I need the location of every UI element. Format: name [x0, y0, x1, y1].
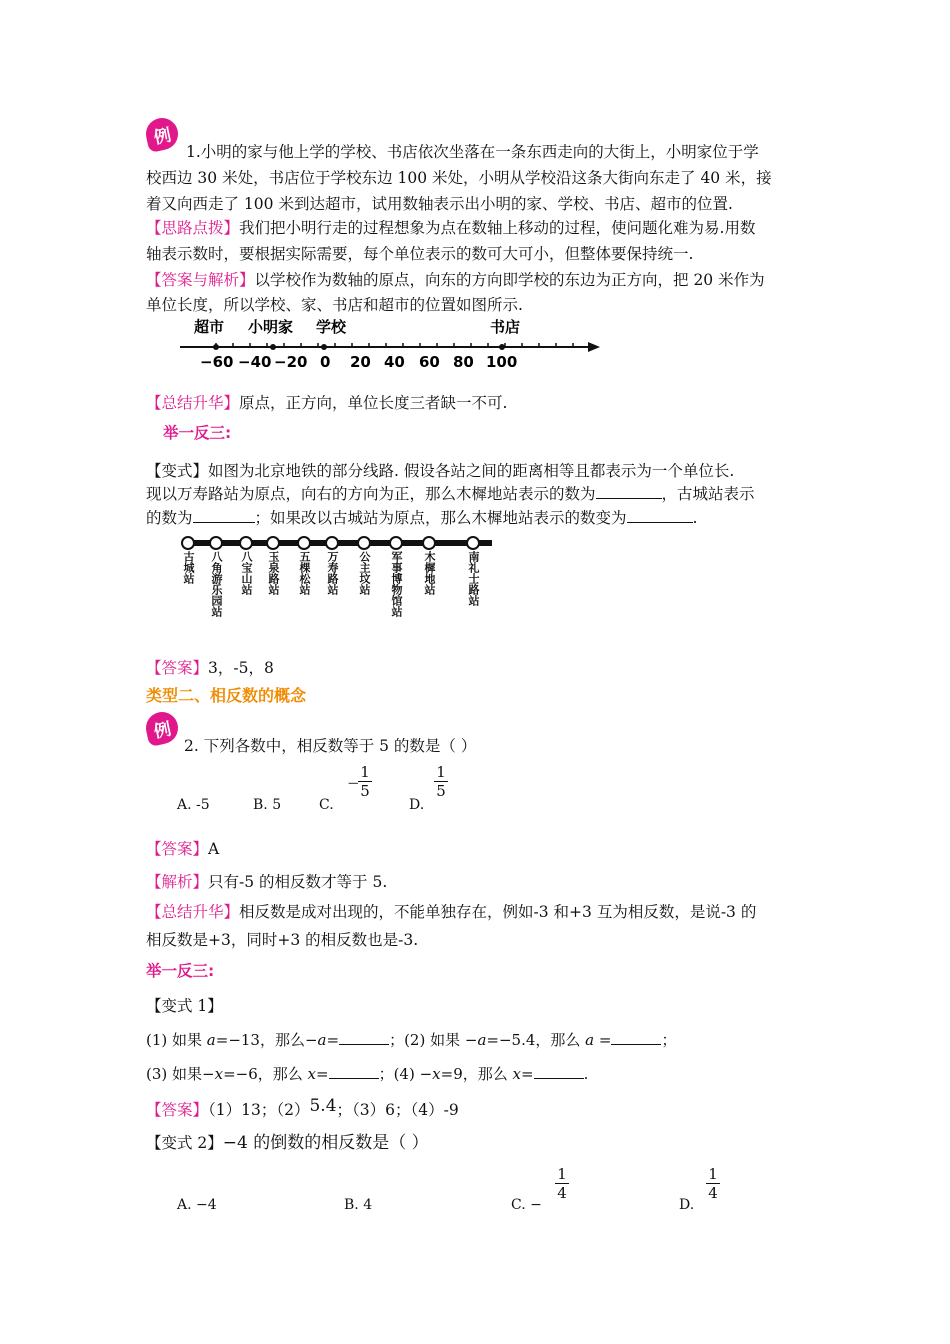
variant2-option-c: C. − — [511, 1197, 542, 1213]
variant-text-2: 现以万寿路站为原点，向右的方向为正，那么木樨地站表示的数为 — [146, 485, 596, 503]
blank-3[interactable] — [627, 522, 693, 523]
hint-text-1: 我们把小明行走的过程想象为点在数轴上移动的过程，使问题化难为易.用数 — [239, 219, 756, 237]
blank-q1[interactable] — [339, 1044, 389, 1045]
frac-d-num: 1 — [436, 763, 446, 781]
variant1-q2 — [146, 1064, 588, 1084]
var-a: a — [317, 1031, 327, 1049]
station-6 — [357, 536, 371, 595]
station-label: 古城站 — [182, 551, 195, 584]
station-circle — [422, 536, 436, 550]
variant-text-1: 如图为北京地铁的部分线路. 假设各站之间的距离相等且都表示为一个单位长. — [208, 462, 735, 480]
station-circle — [266, 536, 280, 550]
tick-label-m40: −40 — [238, 353, 272, 371]
point-supermarket — [213, 344, 219, 350]
q1-part: ； — [661, 1031, 677, 1049]
axis-arrow — [588, 342, 600, 352]
q1-part: (1) 如果 — [146, 1031, 207, 1049]
v2-frac-d-den: 4 — [708, 1184, 718, 1202]
variant-line-3 — [146, 508, 697, 528]
example2-frac-d — [434, 764, 448, 799]
q2-part: = — [520, 1065, 534, 1083]
tick-label-60: 60 — [419, 353, 440, 371]
example2-option-a: A. -5 — [177, 797, 210, 813]
blank-q4[interactable] — [534, 1078, 584, 1079]
q2-part: (3) 如果− — [146, 1065, 215, 1083]
q2-part: . — [583, 1065, 589, 1083]
example2-answer — [146, 839, 219, 859]
hint-line-1 — [146, 218, 755, 238]
station-label: 玉泉路站 — [267, 551, 280, 595]
practice2-answer — [146, 1096, 459, 1120]
v2-frac-d-num: 1 — [708, 1165, 718, 1183]
example2-frac-c — [358, 764, 372, 799]
example1-line-3: 着又向西走了 100 米到达超市，试用数轴表示出小明的家、学校、书店、超市的位置. — [146, 195, 733, 213]
practice1-answer — [146, 658, 274, 678]
station-circle — [209, 536, 223, 550]
variant2-question: −4 的倒数的相反数是（ ） — [222, 1133, 429, 1153]
tick-label-40: 40 — [384, 353, 405, 371]
answer-part: ；（3）6；（4）-9 — [336, 1101, 459, 1119]
example2-analysis-text: 只有-5 的相反数才等于 5. — [208, 873, 388, 891]
variant-tag: 【变式】 — [146, 462, 209, 480]
practice1-answer-text: 3，-5，8 — [208, 659, 274, 677]
station-label: 八宝山站 — [240, 551, 253, 595]
station-label: 木樨地站 — [423, 551, 436, 595]
var-a: a — [206, 1031, 216, 1049]
answer-text-1: 以学校作为数轴的原点，向东的方向即学校的东边为正方向，把 20 米作为 — [254, 271, 765, 289]
example2-question: 2. 下列各数中，相反数等于 5 的数是（ ） — [184, 737, 477, 755]
tick-label-m20: −20 — [274, 353, 308, 371]
frac-c-den: 5 — [360, 782, 370, 800]
station-3 — [266, 536, 280, 595]
example2-analysis — [146, 872, 387, 892]
example1-line-1: 1.小明的家与他上学的学校、书店依次坐落在一条东西走向的大街上，小明家位于学 — [186, 143, 759, 161]
tick-label-20: 20 — [350, 353, 371, 371]
station-circle — [389, 536, 403, 550]
answer-tag: 【答案与解析】 — [146, 271, 255, 289]
example1-line-2: 校西边 30 米处，书店位于学校东边 100 米处，小明从学校沿这条大街向东走了 40 米，接 — [146, 169, 772, 187]
example2-badge: 例 — [143, 709, 181, 747]
station-label: 八角游乐园站 — [210, 551, 223, 617]
v2-frac-c-num: 1 — [557, 1165, 567, 1183]
station-circle — [357, 536, 371, 550]
example2-analysis-tag: 【解析】 — [146, 873, 209, 891]
v2-frac-c-den: 4 — [557, 1184, 567, 1202]
practice2-answer-tag: 【答案】 — [146, 1101, 209, 1119]
type2-heading: 类型二、相反数的概念 — [146, 686, 307, 705]
example-badge: 例 — [143, 115, 181, 153]
example2-summary-text-1: 相反数是成对出现的，不能单独存在，例如-3 和+3 互为相反数，是说-3 的 — [239, 903, 757, 921]
answer-54: 5.4 — [309, 1096, 337, 1116]
example2-option-b: B. 5 — [253, 797, 282, 813]
blank-q2[interactable] — [611, 1044, 661, 1045]
example2-answer-tag: 【答案】 — [146, 840, 209, 858]
station-label: 公主坟站 — [358, 551, 371, 595]
answer-line-2: 单位长度，所以学校、家、书店和超市的位置如图所示. — [146, 296, 523, 314]
example2-summary-tag: 【总结升华】 — [146, 903, 240, 921]
q2-part: = — [315, 1065, 329, 1083]
point-school — [321, 344, 327, 350]
var-x: x — [214, 1065, 224, 1083]
variant-line-1 — [146, 461, 734, 481]
place-home: 小明家 — [248, 318, 294, 336]
variant-text-3: ，古城站表示 — [661, 485, 755, 503]
example2-summary-2: 相反数是+3，同时+3 的相反数也是-3. — [146, 931, 419, 949]
station-circle — [466, 536, 480, 550]
tick-label-80: 80 — [453, 353, 474, 371]
blank-1[interactable] — [596, 498, 662, 499]
variant-text-4: 的数为 — [146, 509, 193, 527]
variant2-option-b: B. 4 — [344, 1197, 373, 1213]
frac-d-den: 5 — [436, 782, 446, 800]
station-8 — [422, 536, 436, 595]
variant2-frac-c — [555, 1166, 569, 1201]
q2-part: =9，那么 — [440, 1065, 513, 1083]
var-x: x — [307, 1065, 316, 1083]
summary-tag: 【总结升华】 — [146, 394, 240, 412]
station-label: 万寿路站 — [326, 551, 339, 595]
frac-c-sign: − — [347, 774, 360, 792]
number-line-figure — [176, 316, 606, 372]
station-1 — [209, 536, 223, 617]
example2-option-d: D. — [409, 797, 425, 813]
q1-part: = — [594, 1031, 612, 1049]
station-circle — [297, 536, 311, 550]
blank-2[interactable] — [193, 522, 255, 523]
station-circle — [181, 536, 195, 550]
summary-line-1 — [146, 393, 507, 413]
q1-part: =−5.4，那么 — [486, 1031, 586, 1049]
station-4 — [297, 536, 311, 595]
var-a: a — [585, 1031, 595, 1049]
place-supermarket: 超市 — [194, 318, 225, 336]
variant-line-2 — [146, 484, 755, 504]
blank-q3[interactable] — [329, 1078, 379, 1079]
variant2-option-a: A. −4 — [177, 1197, 217, 1213]
station-5 — [325, 536, 339, 595]
variant2-line — [146, 1133, 429, 1153]
example2-option-c: C. — [319, 797, 334, 813]
q2-part: ；(4) − — [378, 1065, 433, 1083]
practice2-heading: 举一反三: — [146, 962, 215, 980]
q2-part: =−6，那么 — [223, 1065, 308, 1083]
variant2-tag: 【变式 2】 — [146, 1134, 223, 1152]
station-circle — [239, 536, 253, 550]
q1-part: = — [326, 1031, 340, 1049]
var-x: x — [512, 1065, 521, 1083]
var-a: a — [477, 1031, 487, 1049]
practice1-heading: 举一反三: — [163, 424, 232, 442]
station-label: 军事博物馆站 — [390, 551, 403, 617]
station-2 — [239, 536, 253, 595]
var-x: x — [432, 1065, 441, 1083]
hint-tag: 【思路点拨】 — [146, 219, 240, 237]
q1-part: ；(2) 如果 − — [389, 1031, 478, 1049]
tick-label-100: 100 — [486, 353, 518, 371]
variant-text-5: ；如果改以古城站为原点，那么木樨地站表示的数变为 — [254, 509, 627, 527]
variant1-q1 — [146, 1030, 676, 1050]
q1-part: =−13，那么− — [215, 1031, 318, 1049]
place-bookstore: 书店 — [490, 318, 521, 336]
summary-text: 原点，正方向，单位长度三者缺一不可. — [239, 394, 508, 412]
tick-label-m60: −60 — [200, 353, 234, 371]
variant2-frac-d — [706, 1166, 720, 1201]
point-home — [270, 344, 276, 350]
answer-line-1 — [146, 270, 765, 290]
hint-line-2: 轴表示数时，要根据实际需要，每个单位表示的数可大可小，但整体要保持统一. — [146, 245, 694, 263]
answer-part: （1）13；（2） — [208, 1101, 310, 1119]
practice1-answer-tag: 【答案】 — [146, 659, 209, 677]
station-circle — [325, 536, 339, 550]
place-school: 学校 — [316, 318, 347, 336]
point-bookstore — [499, 344, 505, 350]
variant-text-6: . — [692, 509, 698, 527]
variant2-option-d: D. — [679, 1197, 695, 1213]
frac-c-num: 1 — [360, 763, 370, 781]
variant1-tag: 【变式 1】 — [146, 997, 223, 1015]
station-7 — [389, 536, 403, 617]
example2-answer-text: A — [208, 840, 220, 858]
station-9 — [466, 536, 480, 606]
station-0 — [181, 536, 195, 584]
station-label: 五棵松站 — [298, 551, 311, 595]
example2-summary-1 — [146, 902, 756, 922]
tick-label-0: 0 — [320, 353, 331, 371]
station-label: 南礼士路站 — [467, 551, 480, 606]
subway-figure — [176, 532, 496, 636]
